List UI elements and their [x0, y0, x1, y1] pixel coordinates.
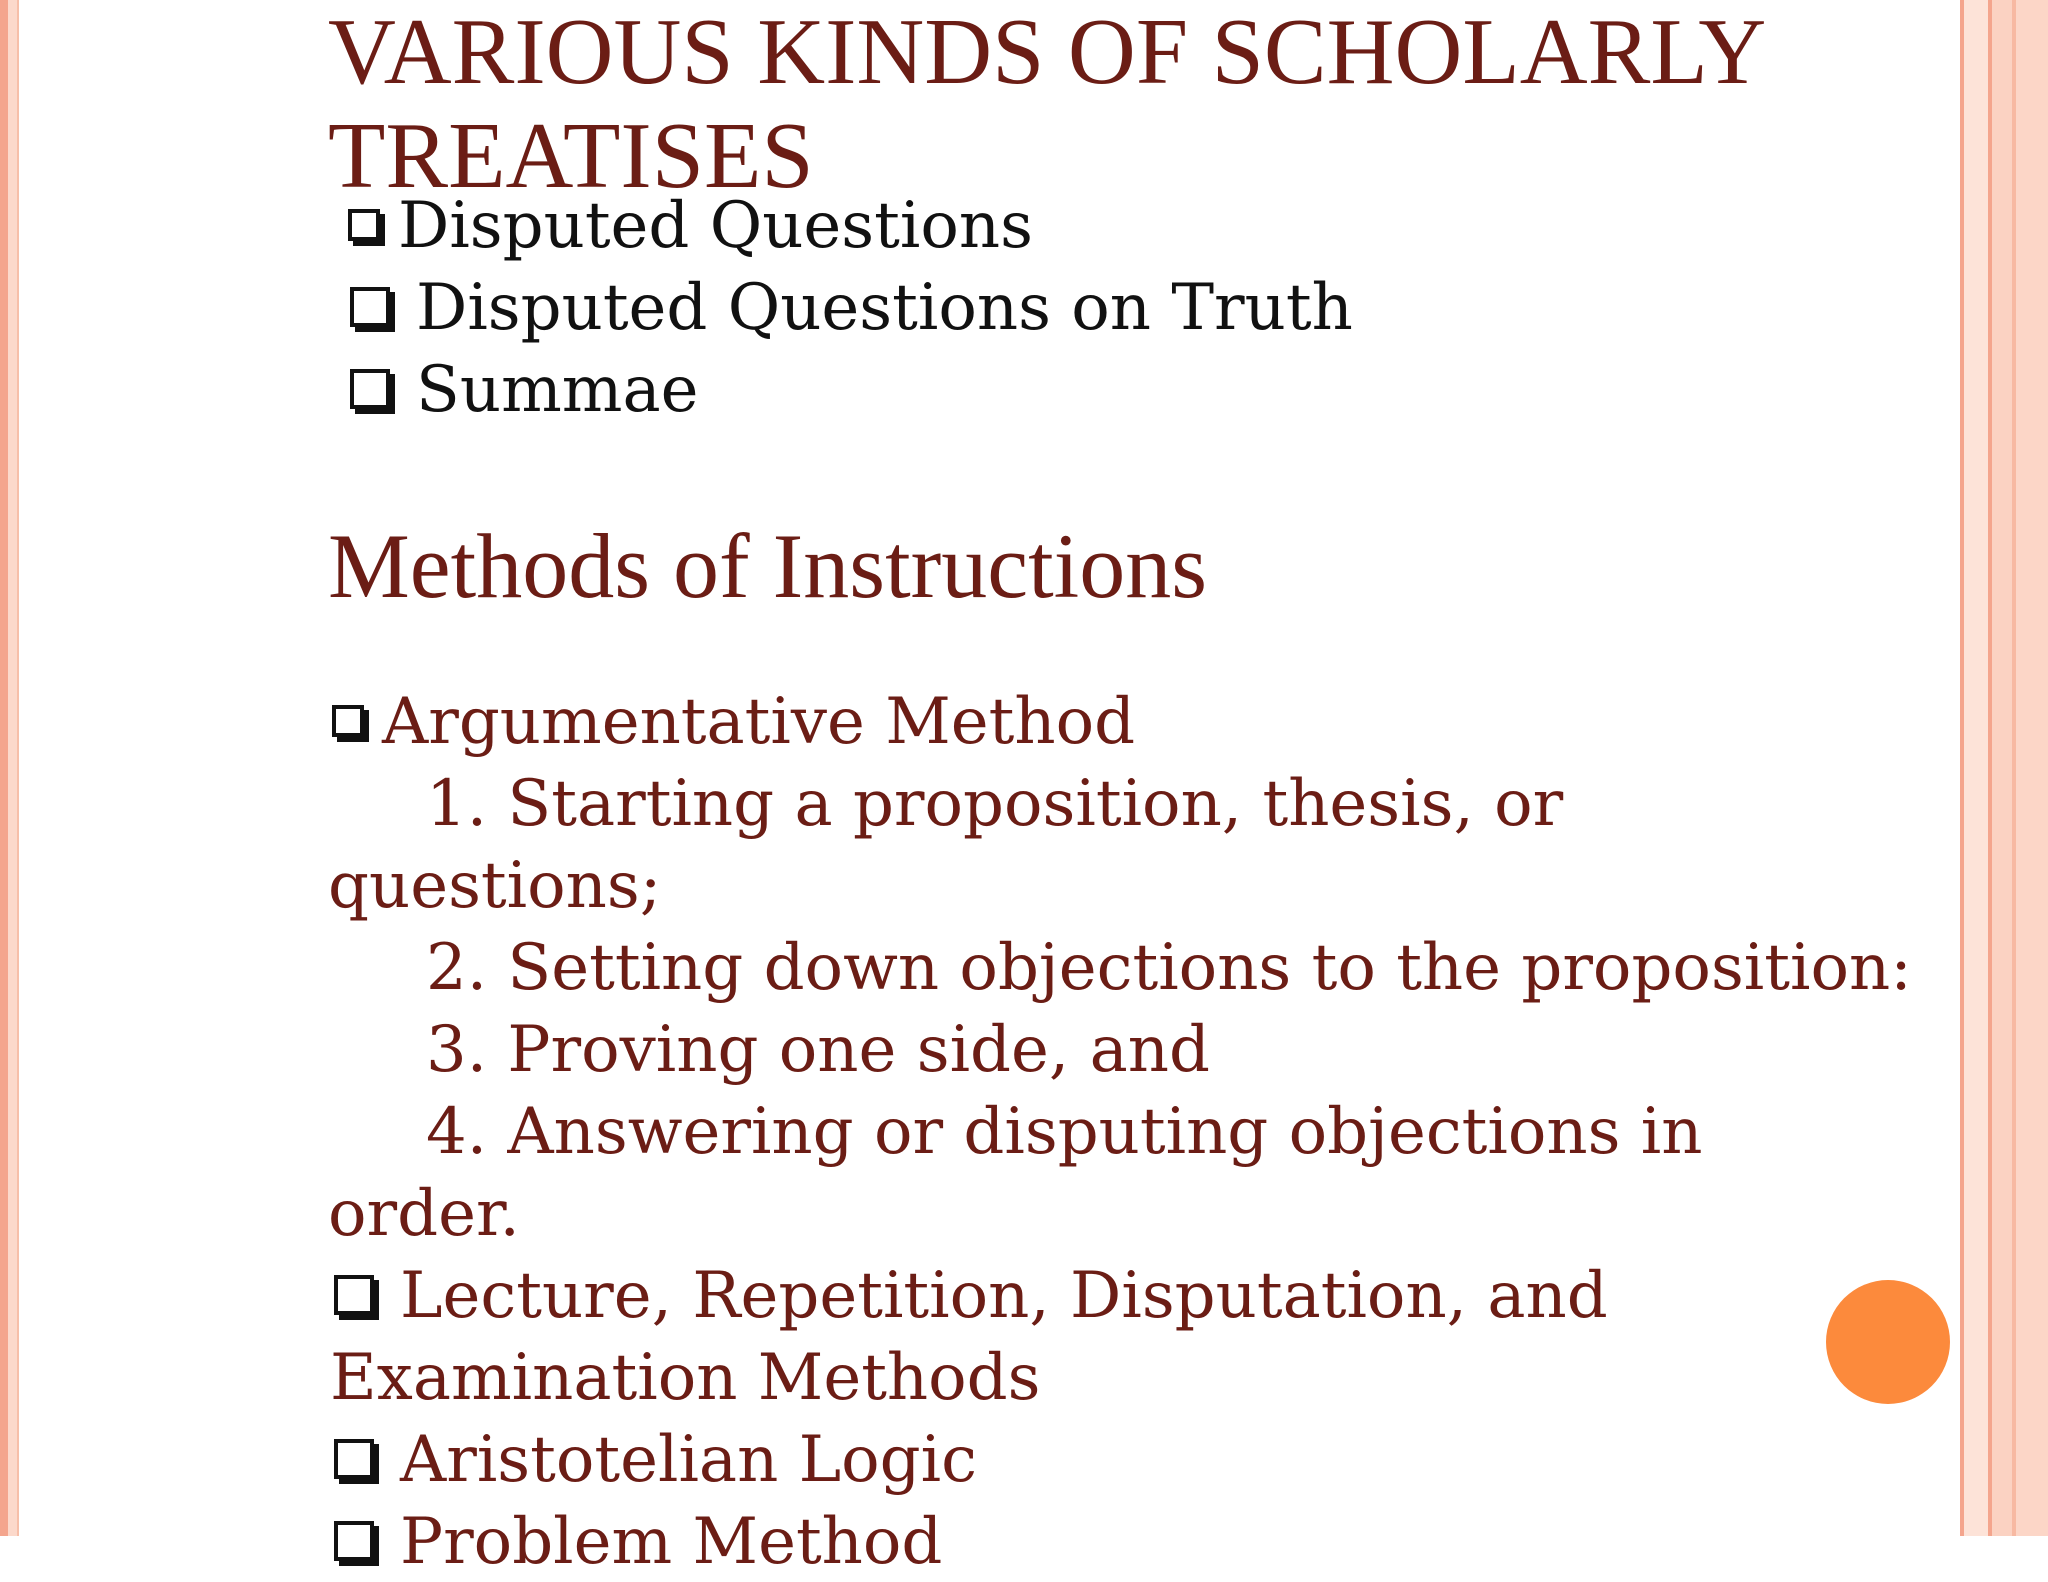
checkbox-bullet-icon	[334, 1439, 374, 1479]
checkbox-bullet-icon	[348, 209, 380, 241]
right-border-stripe	[2016, 0, 2048, 1536]
right-border-stripe	[1964, 0, 1988, 1536]
treatise-item	[350, 268, 1353, 348]
method-label: Lecture, Repetition, Disputation, and	[400, 1259, 1608, 1333]
methods-heading: Methods of Instructions	[328, 515, 1208, 617]
method-step: order.	[328, 1177, 520, 1251]
method-label: Argumentative Method	[382, 685, 1136, 759]
left-border-line	[17, 0, 19, 1536]
method-item	[334, 1256, 1608, 1336]
treatise-label: Disputed Questions on Truth	[416, 271, 1353, 345]
method-step: 4. Answering or disputing objections in	[426, 1095, 1703, 1169]
right-border-stripe	[1992, 0, 2012, 1536]
left-border	[0, 0, 8, 1536]
checkbox-bullet-icon	[350, 287, 390, 327]
method-step: 2. Setting down objections to the proposition:	[426, 931, 1912, 1005]
treatise-label: Disputed Questions	[398, 189, 1033, 263]
treatise-label: Summae	[416, 353, 699, 427]
treatise-item	[350, 350, 698, 430]
checkbox-bullet-icon	[332, 705, 364, 737]
method-step: 3. Proving one side, and	[426, 1013, 1210, 1087]
left-border-inner	[8, 0, 17, 1536]
method-item	[332, 682, 1135, 762]
method-label: Aristotelian Logic	[400, 1423, 977, 1497]
method-step: questions;	[328, 849, 662, 923]
accent-circle	[1826, 1280, 1950, 1404]
checkbox-bullet-icon	[334, 1521, 374, 1561]
slide-title: VARIOUS KINDS OF SCHOLARLY TREATISES	[328, 0, 1763, 208]
method-label-continued: Examination Methods	[330, 1341, 1041, 1415]
method-label: Problem Method	[400, 1505, 943, 1579]
checkbox-bullet-icon	[350, 369, 390, 409]
treatise-item	[348, 186, 1033, 266]
method-step: 1. Starting a proposition, thesis, or	[426, 767, 1564, 841]
method-item	[334, 1502, 942, 1582]
checkbox-bullet-icon	[334, 1275, 374, 1315]
method-item	[334, 1420, 977, 1500]
